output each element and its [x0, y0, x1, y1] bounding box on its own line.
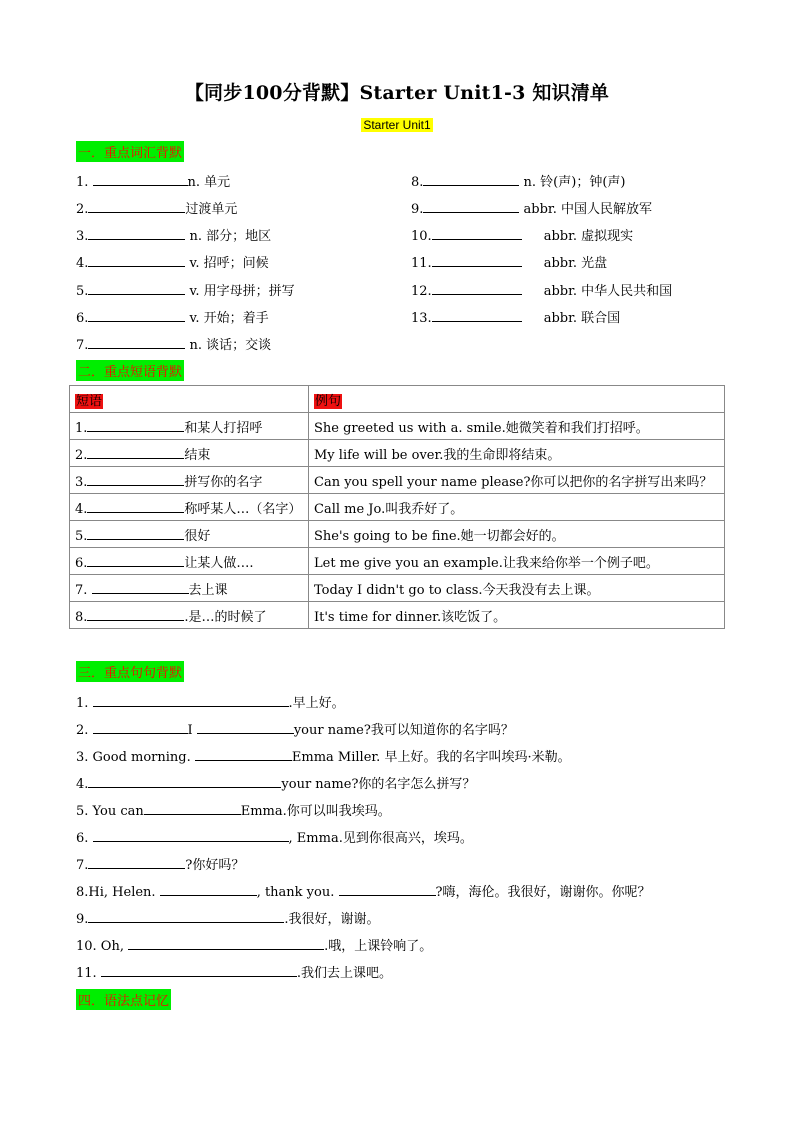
- sentence-item: 1. .早上好。: [76, 696, 345, 711]
- vocab-item: 5. v. 用字母拼；拼写: [76, 284, 295, 299]
- answer-blank[interactable]: [144, 802, 241, 815]
- answer-blank[interactable]: [88, 254, 185, 267]
- answer-blank[interactable]: [87, 446, 184, 459]
- column-header-phrase: 短语: [76, 393, 103, 409]
- example-sentence: It's time for dinner.该吃饭了。: [309, 602, 725, 629]
- table-row: 5. 很好 She's going to be fine.她一切都会好的。: [70, 521, 725, 548]
- answer-blank[interactable]: [195, 748, 292, 761]
- section-heading-phrases: 二．重点短语背默: [76, 360, 184, 381]
- sentence-item: 11. .我们去上课吧。: [76, 966, 392, 981]
- phrase-table: [69, 385, 725, 629]
- example-sentence: My life will be over.我的生命即将结束。: [309, 440, 725, 467]
- vocab-item: 8. n. 铃(声)；钟(声): [411, 175, 626, 190]
- answer-blank[interactable]: [87, 500, 184, 513]
- vocab-item: 13. abbr. 联合国: [411, 311, 621, 326]
- answer-blank[interactable]: [93, 694, 289, 707]
- example-sentence: She greeted us with a. smile.她微笑着和我们打招呼。: [309, 413, 725, 440]
- table-row: 3. 拼写你的名字 Can you spell your name please?你可以把你的名字拼写出来吗？: [70, 467, 725, 494]
- table-row: 4. 称呼某人…（名字） Call me Jo.叫我乔好了。: [70, 494, 725, 521]
- vocab-item: 9. abbr. 中国人民解放军: [411, 202, 652, 217]
- vocab-item: 6. v. 开始；着手: [76, 311, 269, 326]
- answer-blank[interactable]: [88, 775, 281, 788]
- example-sentence: Let me give you an example.让我来给你举一个例子吧。: [309, 548, 725, 575]
- table-row: 6. 让某人做…. Let me give you an example.让我来给你举一个例子吧。: [70, 548, 725, 575]
- vocab-item: 1. n. 单元: [76, 175, 231, 190]
- answer-blank[interactable]: [432, 309, 522, 322]
- unit-tag: Starter Unit1: [363, 118, 431, 132]
- answer-blank[interactable]: [88, 200, 185, 213]
- answer-blank[interactable]: [88, 336, 185, 349]
- sentence-item: 5. You can Emma.你可以叫我埃玛。: [76, 804, 391, 819]
- vocab-item: 12. abbr. 中华人民共和国: [411, 284, 673, 299]
- answer-blank[interactable]: [93, 829, 289, 842]
- vocab-item: 11. abbr. 光盘: [411, 256, 608, 271]
- sentence-item: 7. ?你好吗？: [76, 858, 245, 873]
- answer-blank[interactable]: [128, 937, 324, 950]
- example-sentence: Today I didn't go to class.今天我没有去上课。: [309, 575, 725, 602]
- example-sentence: Call me Jo.叫我乔好了。: [309, 494, 725, 521]
- answer-blank[interactable]: [87, 419, 184, 432]
- page-title: 【同步100分背默】Starter Unit1-3 知识清单: [184, 82, 610, 104]
- sentence-item: 6. , Emma.见到你很高兴，埃玛。: [76, 831, 473, 846]
- answer-blank[interactable]: [93, 173, 188, 186]
- answer-blank[interactable]: [432, 282, 522, 295]
- answer-blank[interactable]: [160, 883, 257, 896]
- answer-blank[interactable]: [432, 227, 522, 240]
- answer-blank[interactable]: [87, 608, 184, 621]
- answer-blank[interactable]: [339, 883, 436, 896]
- answer-blank[interactable]: [88, 309, 185, 322]
- sentence-item: 9. .我很好，谢谢。: [76, 912, 380, 927]
- answer-blank[interactable]: [88, 227, 185, 240]
- section-heading-grammar: 四．语法点记忆: [76, 989, 171, 1010]
- sentence-item: 3. Good morning. Emma Miller. 早上好。我的名字叫埃玛·米勒。: [76, 750, 571, 765]
- column-header-example: 例句: [315, 393, 342, 409]
- answer-blank[interactable]: [101, 964, 297, 977]
- answer-blank[interactable]: [87, 527, 184, 540]
- vocab-item: 10. abbr. 虚拟现实: [411, 229, 634, 244]
- vocab-item: 2. 过渡单元: [76, 202, 238, 217]
- sentence-item: 10. Oh, .哦，上课铃响了。: [76, 939, 433, 954]
- table-row: 7. 去上课 Today I didn't go to class.今天我没有去上课。: [70, 575, 725, 602]
- answer-blank[interactable]: [87, 473, 184, 486]
- vocab-item: 3. n. 部分；地区: [76, 229, 272, 244]
- answer-blank[interactable]: [423, 173, 519, 186]
- example-sentence: She's going to be fine.她一切都会好的。: [309, 521, 725, 548]
- table-row: 1. 和某人打招呼 She greeted us with a. smile.她微笑着和我们打招呼。: [70, 413, 725, 440]
- table-row: 2. 结束 My life will be over.我的生命即将结束。: [70, 440, 725, 467]
- answer-blank[interactable]: [93, 721, 188, 734]
- answer-blank[interactable]: [88, 856, 185, 869]
- answer-blank[interactable]: [88, 910, 284, 923]
- sentence-item: 8.Hi, Helen. , thank you. ?嗨，海伦。我很好，谢谢你。你呢？: [76, 885, 651, 900]
- sentence-item: 4. your name?你的名字怎么拼写？: [76, 777, 476, 792]
- answer-blank[interactable]: [92, 581, 189, 594]
- vocab-item: 4. v. 招呼；问候: [76, 256, 269, 271]
- vocab-item: 7. n. 谈话；交谈: [76, 338, 272, 353]
- answer-blank[interactable]: [88, 282, 185, 295]
- section-heading-vocab: 一．重点词汇背默: [76, 141, 184, 162]
- answer-blank[interactable]: [432, 254, 522, 267]
- table-header-row: [70, 386, 725, 413]
- answer-blank[interactable]: [197, 721, 294, 734]
- answer-blank[interactable]: [87, 554, 184, 567]
- answer-blank[interactable]: [423, 200, 519, 213]
- sentence-item: 2. I your name?我可以知道你的名字吗？: [76, 723, 514, 738]
- table-row: 8. .是…的时候了 It's time for dinner.该吃饭了。: [70, 602, 725, 629]
- section-heading-sentences: 三．重点句句背默: [76, 661, 184, 682]
- example-sentence: Can you spell your name please?你可以把你的名字拼写出来吗？: [309, 467, 725, 494]
